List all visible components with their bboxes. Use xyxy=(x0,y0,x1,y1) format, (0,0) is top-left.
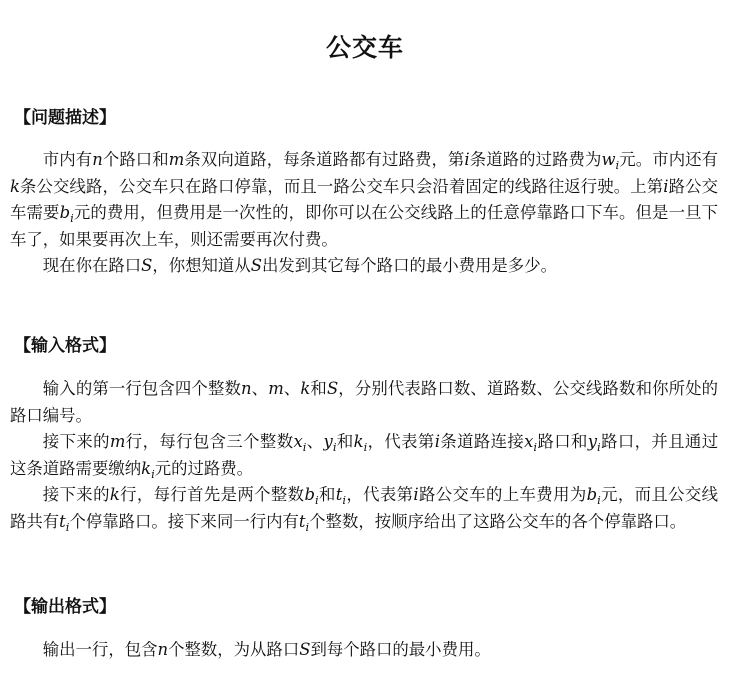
input-format xyxy=(10,376,718,535)
input-heading: 【输入格式】 xyxy=(14,336,116,356)
input-paragraph-3: 接下来的k行，每行首先是两个整数$b_i$和$t_i$，代表第i路公交车的上车费用为$b_i$元，而且公交线路共有$t_i$个停靠路口。接下来同一行内有$t_i$个整数，按顺序给出了这路公交车的各个停靠路口。 xyxy=(10,485,719,534)
problem-paragraph-1: 市内有n个路口和m条双向道路，每条道路都有过路费，第i条道路的过路费为$w_i$元。市内还有k条公交线路，公交车只在路口停靠，而且一路公交车只会沿着固定的线路往返行驶。上第i路公交车需要$b_i$元的费用，但费用是一次性的，即你可以在公交线路上的任意停靠路口下车。但是一旦下车了，如果要再次上车，则还需要再次付费。 xyxy=(10,150,719,249)
input-paragraph-1: 输入的第一行包含四个整数n、m、k和S，分别代表路口数、道路数、公交线路数和你所处的路口编号。 xyxy=(10,379,719,425)
output-paragraph-1: 输出一行，包含n个整数，为从路口S到每个路口的最小费用。 xyxy=(42,640,491,659)
output-format xyxy=(10,637,718,664)
page-title: 公交车 xyxy=(325,33,404,62)
problem-paragraph-2: 现在你在路口S，你想知道从S出发到其它每个路口的最小费用是多少。 xyxy=(42,256,557,275)
problem-description xyxy=(10,147,718,280)
output-heading: 【输出格式】 xyxy=(14,597,116,617)
input-paragraph-2: 接下来的m行，每行包含三个整数$x_i$、$y_i$和$k_i$，代表第i条道路连接$x_i$路口和$y_i$路口，并且通过这条道路需要缴纳$k_i$元的过路费。 xyxy=(10,432,719,481)
problem-heading: 【问题描述】 xyxy=(14,108,116,128)
